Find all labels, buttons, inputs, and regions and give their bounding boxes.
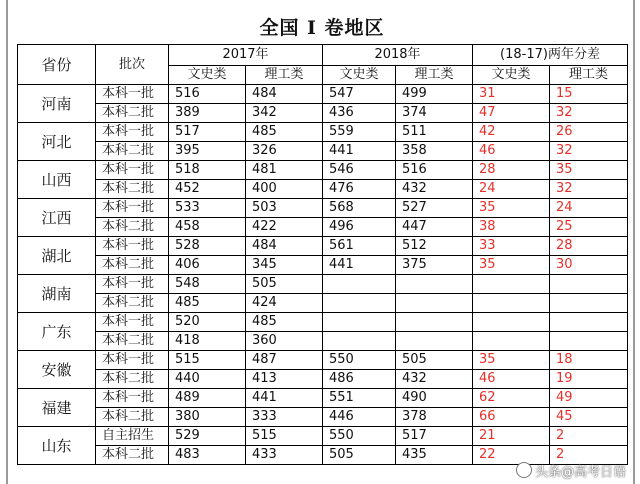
score-2018-wenshi: 547 <box>323 85 396 104</box>
score-2017-ligong: 360 <box>246 332 323 351</box>
diff-wenshi <box>473 275 550 294</box>
score-2017-wenshi: 515 <box>169 351 246 370</box>
diff-wenshi: 35 <box>473 256 550 275</box>
diff-wenshi: 24 <box>473 180 550 199</box>
score-2018-wenshi: 476 <box>323 180 396 199</box>
table-row <box>18 180 628 199</box>
table-row <box>18 199 628 218</box>
score-2017-ligong: 503 <box>246 199 323 218</box>
score-2017-ligong: 441 <box>246 389 323 408</box>
score-2018-ligong: 374 <box>396 104 473 123</box>
diff-wenshi: 47 <box>473 104 550 123</box>
diff-ligong <box>550 313 628 332</box>
score-2017-ligong: 505 <box>246 275 323 294</box>
table-row <box>18 237 628 256</box>
score-2017-ligong: 484 <box>246 237 323 256</box>
table-row <box>18 370 628 389</box>
province-cell: 福建 <box>18 389 96 427</box>
score-2018-ligong: 435 <box>396 446 473 465</box>
score-2018-ligong: 516 <box>396 161 473 180</box>
header-batch: 批次 <box>96 45 169 85</box>
score-2018-ligong: 358 <box>396 142 473 161</box>
province-cell: 山西 <box>18 161 96 199</box>
score-2017-ligong: 485 <box>246 313 323 332</box>
header-2017-wenshi: 文史类 <box>169 66 246 85</box>
batch-cell: 本科二批 <box>96 408 169 427</box>
score-2018-wenshi: 436 <box>323 104 396 123</box>
batch-cell: 本科一批 <box>96 161 169 180</box>
score-2017-ligong: 515 <box>246 427 323 446</box>
batch-cell: 本科二批 <box>96 180 169 199</box>
score-2018-wenshi: 550 <box>323 351 396 370</box>
table-row <box>18 313 628 332</box>
diff-wenshi: 35 <box>473 199 550 218</box>
score-2017-wenshi: 406 <box>169 256 246 275</box>
table-row <box>18 256 628 275</box>
diff-wenshi: 46 <box>473 370 550 389</box>
header-diff-wenshi: 文史类 <box>473 66 550 85</box>
score-2017-wenshi: 520 <box>169 313 246 332</box>
score-2018-ligong: 517 <box>396 427 473 446</box>
score-2017-ligong: 433 <box>246 446 323 465</box>
score-2018-wenshi <box>323 332 396 351</box>
table-row <box>18 104 628 123</box>
diff-ligong: 30 <box>550 256 628 275</box>
score-2018-wenshi: 496 <box>323 218 396 237</box>
score-2018-ligong: 378 <box>396 408 473 427</box>
province-cell: 河南 <box>18 85 96 123</box>
score-2018-wenshi: 551 <box>323 389 396 408</box>
diff-ligong: 2 <box>550 427 628 446</box>
score-2017-wenshi: 528 <box>169 237 246 256</box>
batch-cell: 本科一批 <box>96 123 169 142</box>
batch-cell: 自主招生 <box>96 427 169 446</box>
diff-ligong: 32 <box>550 180 628 199</box>
diff-ligong: 32 <box>550 104 628 123</box>
diff-ligong: 35 <box>550 161 628 180</box>
province-cell: 广东 <box>18 313 96 351</box>
score-2018-wenshi: 561 <box>323 237 396 256</box>
table-row <box>18 275 628 294</box>
score-2017-ligong: 326 <box>246 142 323 161</box>
score-2017-wenshi: 529 <box>169 427 246 446</box>
table-row <box>18 389 628 408</box>
diff-ligong <box>550 275 628 294</box>
diff-wenshi <box>473 332 550 351</box>
batch-cell: 本科一批 <box>96 275 169 294</box>
diff-wenshi <box>473 313 550 332</box>
watermark-logo-icon <box>516 462 532 478</box>
diff-ligong: 18 <box>550 351 628 370</box>
score-2018-ligong: 511 <box>396 123 473 142</box>
diff-wenshi: 38 <box>473 218 550 237</box>
score-2017-wenshi: 483 <box>169 446 246 465</box>
batch-cell: 本科二批 <box>96 446 169 465</box>
score-2017-ligong: 333 <box>246 408 323 427</box>
diff-ligong <box>550 332 628 351</box>
province-cell: 河北 <box>18 123 96 161</box>
batch-cell: 本科一批 <box>96 85 169 104</box>
score-2018-wenshi: 446 <box>323 408 396 427</box>
score-2018-ligong: 432 <box>396 180 473 199</box>
province-cell: 湖南 <box>18 275 96 313</box>
diff-ligong: 15 <box>550 85 628 104</box>
score-2017-wenshi: 440 <box>169 370 246 389</box>
diff-wenshi: 35 <box>473 351 550 370</box>
score-2018-ligong: 499 <box>396 85 473 104</box>
score-2017-ligong: 424 <box>246 294 323 313</box>
score-2018-ligong: 527 <box>396 199 473 218</box>
header-diff-ligong: 理工类 <box>550 66 628 85</box>
header-row-1 <box>18 45 628 66</box>
score-2017-ligong: 345 <box>246 256 323 275</box>
score-2018-wenshi: 486 <box>323 370 396 389</box>
watermark-text: 头条@高考日语 <box>534 465 626 480</box>
batch-cell: 本科二批 <box>96 218 169 237</box>
diff-ligong: 49 <box>550 389 628 408</box>
score-2017-wenshi: 485 <box>169 294 246 313</box>
batch-cell: 本科一批 <box>96 199 169 218</box>
header-2018-ligong: 理工类 <box>396 66 473 85</box>
header-diff: (18-17)两年分差 <box>473 45 628 66</box>
score-2018-ligong: 512 <box>396 237 473 256</box>
score-2017-wenshi: 517 <box>169 123 246 142</box>
score-2017-wenshi: 516 <box>169 85 246 104</box>
score-2018-ligong: 490 <box>396 389 473 408</box>
score-2017-wenshi: 548 <box>169 275 246 294</box>
table-row <box>18 351 628 370</box>
watermark <box>516 461 626 480</box>
page-edge-left <box>6 0 8 484</box>
score-2017-wenshi: 395 <box>169 142 246 161</box>
score-2017-ligong: 400 <box>246 180 323 199</box>
diff-wenshi: 33 <box>473 237 550 256</box>
score-2017-ligong: 413 <box>246 370 323 389</box>
score-2018-wenshi: 559 <box>323 123 396 142</box>
score-2017-wenshi: 489 <box>169 389 246 408</box>
diff-wenshi <box>473 294 550 313</box>
score-2018-wenshi: 546 <box>323 161 396 180</box>
batch-cell: 本科一批 <box>96 313 169 332</box>
header-province: 省份 <box>18 45 96 85</box>
score-table <box>17 44 628 465</box>
score-2018-ligong: 375 <box>396 256 473 275</box>
header-2017-ligong: 理工类 <box>246 66 323 85</box>
score-2017-ligong: 487 <box>246 351 323 370</box>
diff-wenshi: 62 <box>473 389 550 408</box>
table-row <box>18 218 628 237</box>
score-2018-ligong <box>396 294 473 313</box>
diff-wenshi: 42 <box>473 123 550 142</box>
header-2018-wenshi: 文史类 <box>323 66 396 85</box>
diff-wenshi: 66 <box>473 408 550 427</box>
table-row <box>18 85 628 104</box>
header-2017: 2017年 <box>169 45 323 66</box>
score-2017-ligong: 484 <box>246 85 323 104</box>
score-2018-ligong: 432 <box>396 370 473 389</box>
score-2018-ligong <box>396 275 473 294</box>
table-row <box>18 427 628 446</box>
table-row <box>18 142 628 161</box>
table-row <box>18 332 628 351</box>
table-row <box>18 294 628 313</box>
score-2018-ligong <box>396 332 473 351</box>
diff-wenshi: 46 <box>473 142 550 161</box>
batch-cell: 本科二批 <box>96 370 169 389</box>
score-2017-wenshi: 458 <box>169 218 246 237</box>
score-2018-wenshi: 441 <box>323 256 396 275</box>
score-2017-wenshi: 518 <box>169 161 246 180</box>
diff-ligong: 2 <box>550 446 628 465</box>
score-2017-ligong: 422 <box>246 218 323 237</box>
diff-wenshi: 21 <box>473 427 550 446</box>
score-2017-ligong: 481 <box>246 161 323 180</box>
table-title: 全国 I 卷地区 <box>259 17 385 39</box>
batch-cell: 本科二批 <box>96 294 169 313</box>
score-2018-wenshi <box>323 313 396 332</box>
province-cell: 江西 <box>18 199 96 237</box>
province-cell: 安徽 <box>18 351 96 389</box>
batch-cell: 本科一批 <box>96 237 169 256</box>
diff-ligong: 32 <box>550 142 628 161</box>
score-sheet <box>17 12 627 465</box>
score-2018-wenshi: 505 <box>323 446 396 465</box>
score-2018-wenshi <box>323 275 396 294</box>
batch-cell: 本科二批 <box>96 256 169 275</box>
score-2017-wenshi: 380 <box>169 408 246 427</box>
score-2018-wenshi <box>323 294 396 313</box>
batch-cell: 本科一批 <box>96 351 169 370</box>
diff-ligong: 19 <box>550 370 628 389</box>
score-2018-ligong: 447 <box>396 218 473 237</box>
diff-ligong: 28 <box>550 237 628 256</box>
province-cell: 山东 <box>18 427 96 465</box>
table-body <box>18 85 628 465</box>
score-2017-wenshi: 452 <box>169 180 246 199</box>
score-2017-wenshi: 418 <box>169 332 246 351</box>
score-2018-ligong <box>396 313 473 332</box>
diff-ligong: 25 <box>550 218 628 237</box>
batch-cell: 本科一批 <box>96 389 169 408</box>
score-2018-wenshi: 441 <box>323 142 396 161</box>
header-2018: 2018年 <box>323 45 473 66</box>
score-2017-wenshi: 533 <box>169 199 246 218</box>
score-2017-ligong: 342 <box>246 104 323 123</box>
diff-ligong <box>550 294 628 313</box>
diff-wenshi: 28 <box>473 161 550 180</box>
batch-cell: 本科二批 <box>96 104 169 123</box>
diff-ligong: 45 <box>550 408 628 427</box>
score-2018-wenshi: 550 <box>323 427 396 446</box>
diff-ligong: 26 <box>550 123 628 142</box>
diff-wenshi: 31 <box>473 85 550 104</box>
score-2018-wenshi: 568 <box>323 199 396 218</box>
score-2017-wenshi: 389 <box>169 104 246 123</box>
diff-ligong: 24 <box>550 199 628 218</box>
table-row <box>18 123 628 142</box>
batch-cell: 本科二批 <box>96 142 169 161</box>
page-edge-right <box>633 0 635 484</box>
score-2017-ligong: 485 <box>246 123 323 142</box>
batch-cell: 本科二批 <box>96 332 169 351</box>
table-row <box>18 408 628 427</box>
table-row <box>18 161 628 180</box>
score-2018-ligong: 505 <box>396 351 473 370</box>
province-cell: 湖北 <box>18 237 96 275</box>
diff-wenshi: 22 <box>473 446 550 465</box>
